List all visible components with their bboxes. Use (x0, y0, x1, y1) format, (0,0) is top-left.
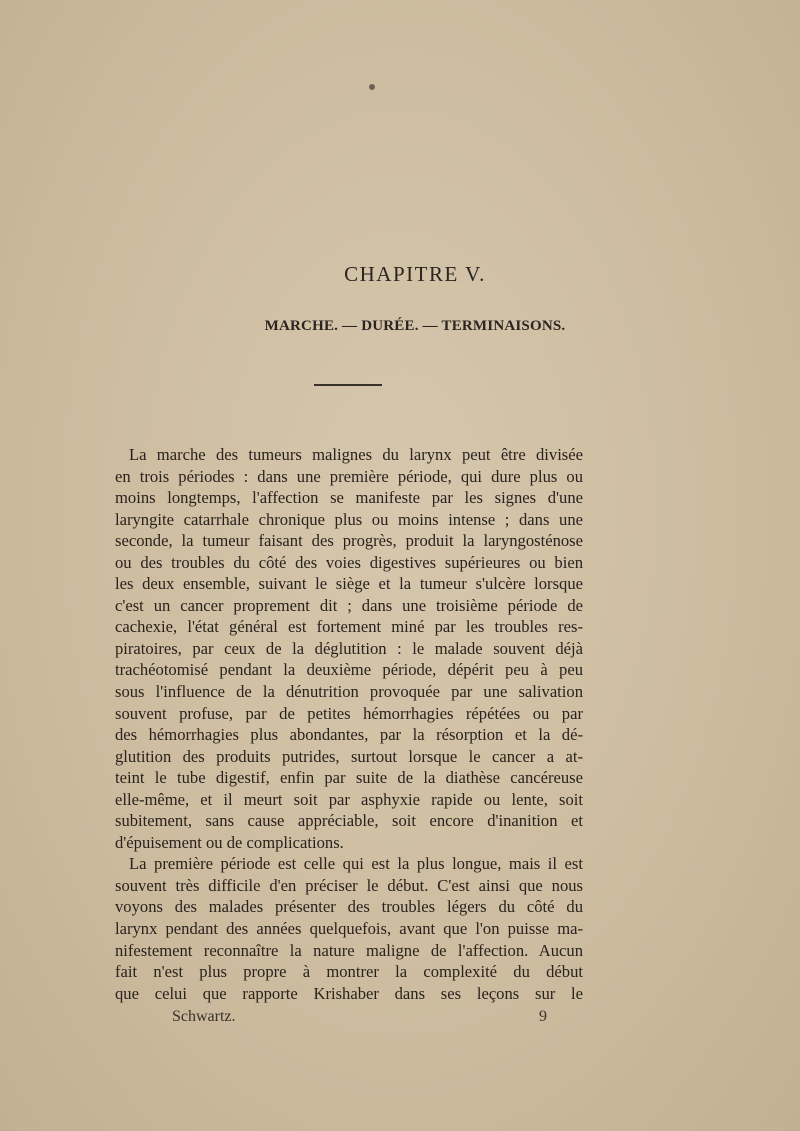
text-line: souvent très difficile d'en préciser le début. C'est ainsi que nous (115, 875, 583, 895)
text-line: ou des troubles du côté des voies digestives supérieures ou bien (115, 552, 583, 572)
text-line: subitement, sans cause appréciable, soit encore d'inanition et (115, 811, 583, 831)
text-line: cachexie, l'état général est fortement miné par les troubles res- (115, 617, 583, 637)
text-line: nifestement reconnaître la nature maligne de l'affection. Aucun (115, 940, 583, 960)
text-line: c'est un cancer proprement dit ; dans une troisième période de (115, 595, 583, 615)
text-line: voyons des malades présenter des troubles légers du côté du (115, 897, 583, 917)
text-line: souvent profuse, par de petites hémorrhagies répétées ou par (115, 703, 583, 723)
text-line: en trois périodes : dans une première période, qui dure plus ou (115, 466, 583, 486)
text-line: sous l'influence de la dénutrition provoquée par une salivation (115, 682, 583, 702)
text-line: larynx pendant des années quelquefois, avant que l'on puisse ma- (115, 919, 583, 939)
text-line: laryngite catarrhale chronique plus ou moins intense ; dans une (115, 509, 583, 529)
text-line: La première période est celle qui est la plus longue, mais il est (129, 854, 583, 874)
text-line: que celui que rapporte Krishaber dans ses leçons sur le (115, 983, 583, 1003)
text-line: les deux ensemble, suivant le siège et la tumeur s'ulcère lorsque (115, 574, 583, 594)
section-rule (314, 384, 382, 386)
text-line: des hémorrhagies plus abondantes, par la résorption et la dé- (115, 725, 583, 745)
text-line: glutition des produits putrides, surtout lorsque le cancer a at- (115, 746, 583, 766)
text-line: La marche des tumeurs malignes du larynx peut être divisée (129, 445, 583, 464)
text-line: moins longtemps, l'affection se manifeste par les signes d'une (115, 488, 583, 508)
text-line: teint le tube digestif, enfin par suite de la diathèse cancéreuse (115, 768, 583, 788)
text-line: seconde, la tumeur faisant des progrès, produit la laryngosténose (115, 531, 583, 551)
text-line: elle-même, et il meurt soit par asphyxie rapide ou lente, soit (115, 789, 583, 809)
chapter-subtitle: MARCHE. — DURÉE. — TERMINAISONS. (264, 318, 566, 334)
text-line: d'épuisement ou de complications. (115, 832, 344, 852)
chapter-heading: CHAPITRE V. (344, 262, 486, 286)
ink-dot (369, 84, 375, 90)
text-line: fait n'est plus propre à montrer la complexité du début (115, 962, 583, 982)
text-line: trachéotomisé pendant la deuxième période, dépérit peu à peu (115, 660, 583, 680)
body-text (115, 444, 583, 1004)
text-line: piratoires, par ceux de la déglutition : le malade souvent déjà (115, 638, 583, 658)
footer-author: Schwartz. (172, 1008, 236, 1025)
page-number: 9 (539, 1008, 547, 1025)
